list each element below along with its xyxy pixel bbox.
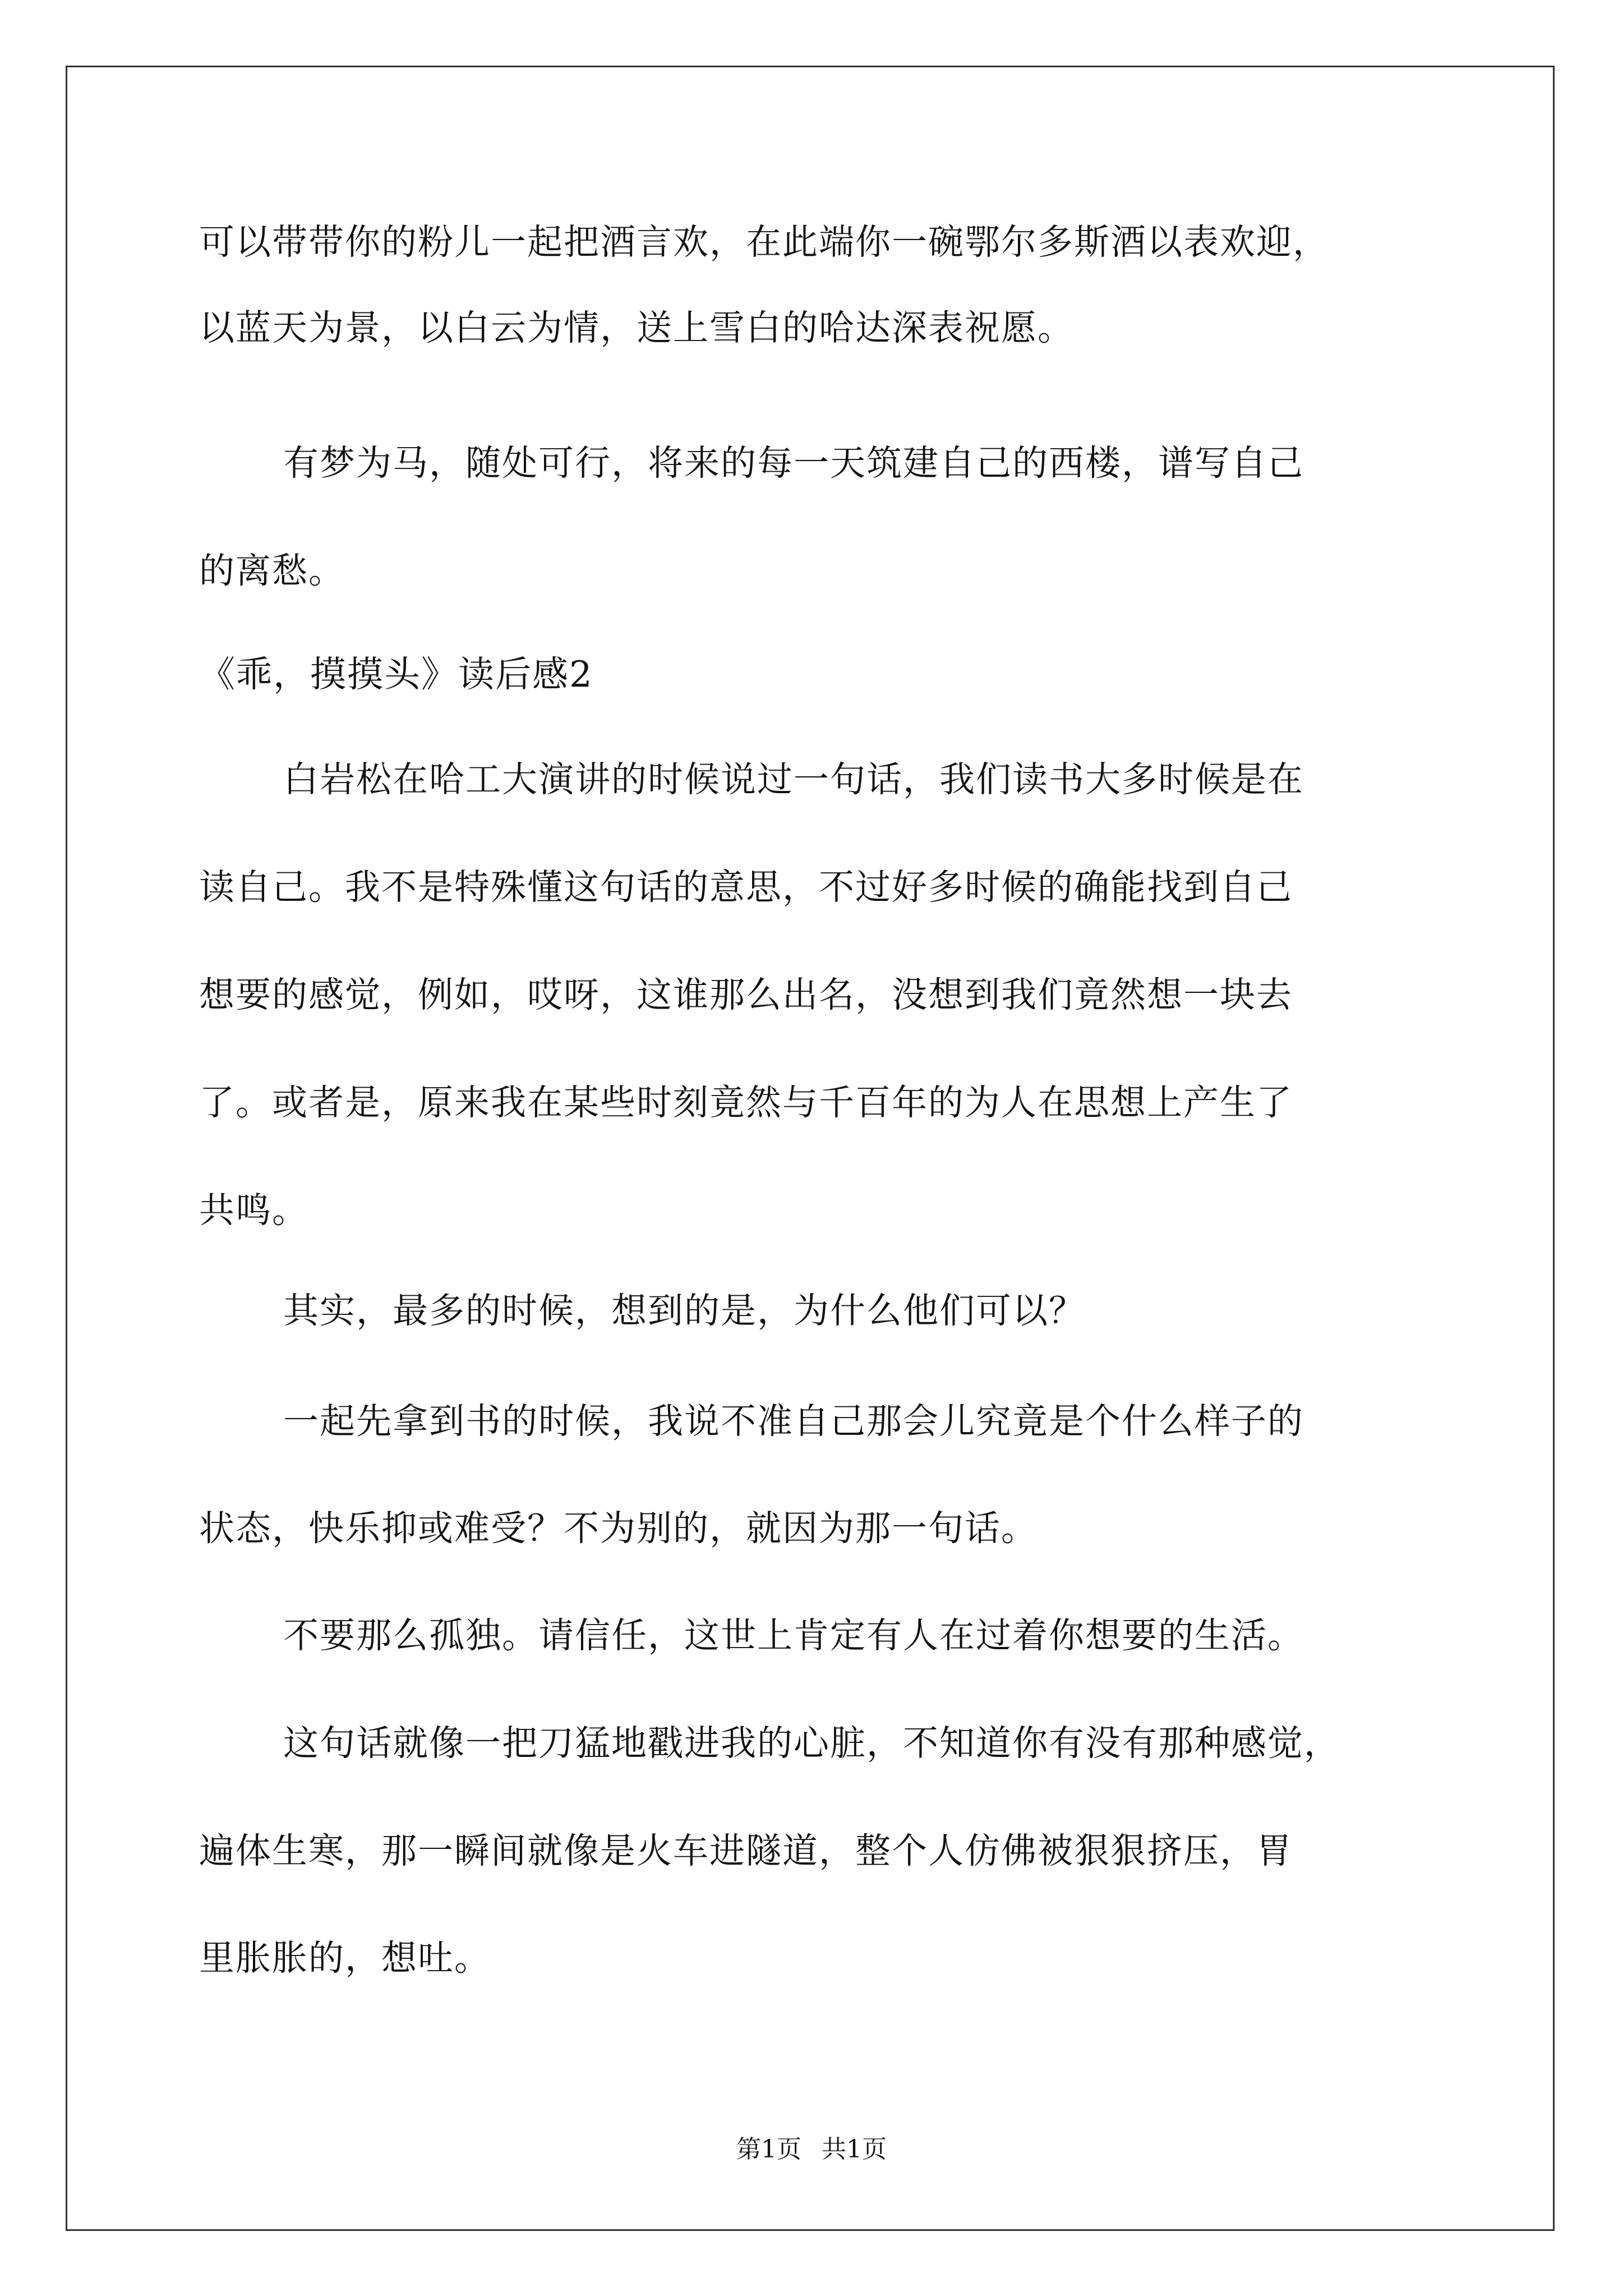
text-line: 以蓝天为景，以白云为情，送上雪白的哈达深表祝愿。 [199,307,1074,348]
page-border [66,66,1555,2231]
paragraph-start-line: 其实，最多的时候，想到的是，为什么他们可以？ [283,1290,1085,1331]
text-line: 读自己。我不是特殊懂这句话的意思，不过好多时候的确能找到自己 [199,867,1293,908]
text-line: 里胀胀的，想吐。 [199,1938,491,1978]
page-total: 共1页 [822,2135,887,2164]
paragraph-start-line: 一起先拿到书的时候，我说不准自己那会儿究竟是个什么样子的 [283,1401,1304,1442]
text-line: 遍体生寒，那一瞬间就像是火车进隧道，整个人仿佛被狠狠挤压，胃 [199,1830,1293,1871]
text-line: 可以带带你的粉儿一起把酒言欢，在此端你一碗鄂尔多斯酒以表欢迎， [199,222,1329,263]
text-line: 状态，快乐抑或难受？不为别的，就因为那一句话。 [199,1508,1038,1549]
page-footer [0,2137,1623,2162]
text-line: 共鸣。 [199,1190,308,1231]
paragraph-start-line: 这句话就像一把刀猛地戳进我的心脏，不知道你有没有那种感觉， [283,1723,1340,1764]
paragraph-start-line: 白岩松在哈工大演讲的时候说过一句话，我们读书大多时候是在 [283,759,1304,800]
page-number: 第1页 [736,2135,801,2164]
text-line: 了。或者是，原来我在某些时刻竟然与千百年的为人在思想上产生了 [199,1082,1293,1123]
text-line: 的离愁。 [199,550,345,591]
paragraph-start-line: 不要那么孤独。请信任，这世上肯定有人在过着你想要的生活。 [283,1615,1304,1656]
text-line: 想要的感觉，例如，哎呀，这谁那么出名，没想到我们竟然想一块去 [199,974,1293,1015]
section-title: 《乖，摸摸头》读后感2 [199,654,593,696]
paragraph-start-line: 有梦为马，随处可行，将来的每一天筑建自己的西楼，谱写自己 [283,443,1304,484]
